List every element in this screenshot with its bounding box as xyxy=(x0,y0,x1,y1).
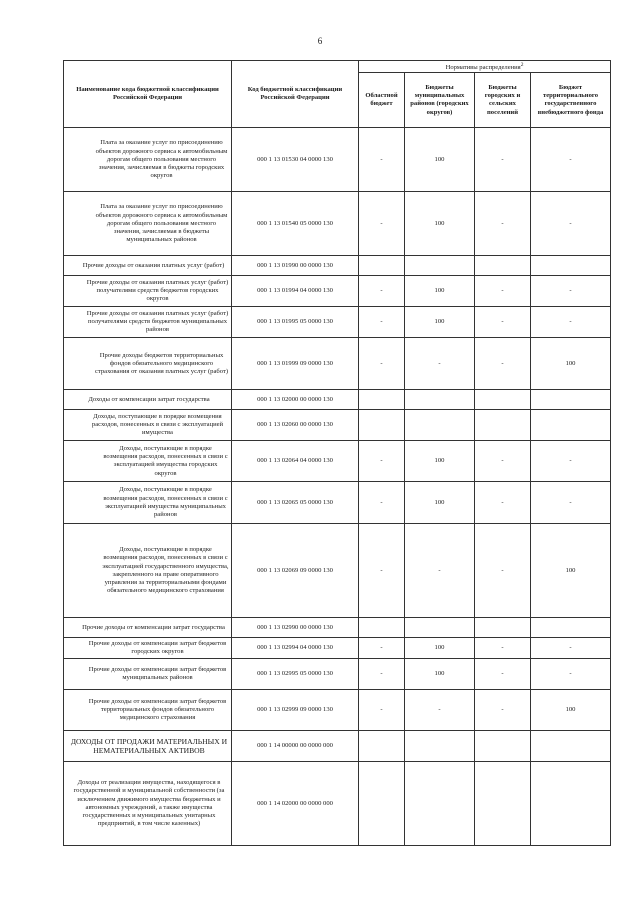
cell-fund: 100 xyxy=(531,338,611,390)
row-code: 000 1 13 01990 00 0000 130 xyxy=(232,256,359,276)
row-name: Доходы от компенсации затрат государства xyxy=(64,390,232,410)
cell-regional: - xyxy=(359,441,405,482)
cell-regional xyxy=(359,618,405,638)
table-row xyxy=(64,390,611,410)
row-code: 000 1 13 02060 00 0000 130 xyxy=(232,410,359,441)
cell-regional xyxy=(359,410,405,441)
cell-fund xyxy=(531,256,611,276)
header-regional: Областной бюджет xyxy=(359,73,405,128)
cell-fund: - xyxy=(531,441,611,482)
cell-fund: - xyxy=(531,192,611,256)
cell-municipal: 100 xyxy=(405,482,475,524)
cell-municipal: - xyxy=(405,338,475,390)
cell-municipal: 100 xyxy=(405,276,475,307)
table-row xyxy=(64,659,611,690)
cell-settlements: - xyxy=(475,482,531,524)
cell-regional: - xyxy=(359,690,405,731)
cell-fund: - xyxy=(531,482,611,524)
cell-regional xyxy=(359,390,405,410)
table-row xyxy=(64,276,611,307)
row-name: Прочие доходы от компенсации затрат государства xyxy=(64,618,232,638)
table-row xyxy=(64,256,611,276)
table-row xyxy=(64,192,611,256)
cell-municipal: 100 xyxy=(405,307,475,338)
table-row xyxy=(64,441,611,482)
cell-fund xyxy=(531,410,611,441)
cell-regional: - xyxy=(359,482,405,524)
row-name: Прочие доходы от оказания платных услуг (работ) xyxy=(64,256,232,276)
cell-fund: - xyxy=(531,659,611,690)
row-code: 000 1 13 02995 05 0000 130 xyxy=(232,659,359,690)
cell-fund: 100 xyxy=(531,690,611,731)
row-code: 000 1 13 01994 04 0000 130 xyxy=(232,276,359,307)
table-row xyxy=(64,762,611,846)
cell-settlements: - xyxy=(475,690,531,731)
cell-settlements xyxy=(475,731,531,762)
row-name: Прочие доходы от оказания платных услуг (работ) получателями средств бюджетов городских округов xyxy=(64,276,232,307)
cell-settlements xyxy=(475,390,531,410)
row-name: Плата за оказание услуг по присоединению объектов дорожного сервиса к автомобильным дорогам общего пользования местного значения, зачисляемая в бюджеты муниципальных районов xyxy=(64,192,232,256)
cell-fund: - xyxy=(531,638,611,659)
cell-municipal: 100 xyxy=(405,659,475,690)
row-code: 000 1 13 02999 09 0000 130 xyxy=(232,690,359,731)
cell-regional: - xyxy=(359,128,405,192)
header-municipal: Бюджеты муниципальных районов (городских округов) xyxy=(405,73,475,128)
cell-settlements xyxy=(475,618,531,638)
row-name: ДОХОДЫ ОТ ПРОДАЖИ МАТЕРИАЛЬНЫХ И НЕМАТЕРИАЛЬНЫХ АКТИВОВ xyxy=(64,731,232,762)
cell-municipal xyxy=(405,731,475,762)
cell-settlements xyxy=(475,762,531,846)
row-name: Доходы, поступающие в порядке возмещения расходов, понесенных в связи с эксплуатацией имущества городских округов xyxy=(64,441,232,482)
cell-fund: 100 xyxy=(531,524,611,618)
cell-settlements: - xyxy=(475,338,531,390)
row-name: Доходы, поступающие в порядке возмещения расходов, понесенных в связи с эксплуатацией имущества xyxy=(64,410,232,441)
row-code: 000 1 14 00000 00 0000 000 xyxy=(232,731,359,762)
row-name: Прочие доходы от компенсации затрат бюджетов территориальных фондов обязательного медицинского страхования xyxy=(64,690,232,731)
row-code: 000 1 13 01999 09 0000 130 xyxy=(232,338,359,390)
row-name: Доходы, поступающие в порядке возмещения расходов, понесенных в связи с эксплуатацией государственного имущества, закрепленного на праве оперативного управления за территориальными фондами обязательного медицинского страхования xyxy=(64,524,232,618)
row-code: 000 1 13 02065 05 0000 130 xyxy=(232,482,359,524)
cell-settlements: - xyxy=(475,659,531,690)
row-name: Прочие доходы от компенсации затрат бюджетов городских округов xyxy=(64,638,232,659)
row-code: 000 1 14 02000 00 0000 000 xyxy=(232,762,359,846)
cell-municipal xyxy=(405,762,475,846)
row-code: 000 1 13 01530 04 0000 130 xyxy=(232,128,359,192)
cell-regional: - xyxy=(359,338,405,390)
table-row xyxy=(64,524,611,618)
row-code: 000 1 13 02069 09 0000 130 xyxy=(232,524,359,618)
table-row xyxy=(64,338,611,390)
cell-settlements xyxy=(475,256,531,276)
cell-settlements: - xyxy=(475,441,531,482)
row-name: Доходы, поступающие в порядке возмещения расходов, понесенных в связи с эксплуатацией имущества муниципальных районов xyxy=(64,482,232,524)
cell-municipal xyxy=(405,618,475,638)
row-name: Прочие доходы от компенсации затрат бюджетов муниципальных районов xyxy=(64,659,232,690)
cell-regional: - xyxy=(359,192,405,256)
cell-fund: - xyxy=(531,307,611,338)
row-code: 000 1 13 02990 00 0000 130 xyxy=(232,618,359,638)
row-code: 000 1 13 02994 04 0000 130 xyxy=(232,638,359,659)
page-number: 6 xyxy=(317,36,323,46)
cell-municipal: 100 xyxy=(405,638,475,659)
cell-fund xyxy=(531,618,611,638)
cell-municipal xyxy=(405,390,475,410)
cell-regional: - xyxy=(359,524,405,618)
table-row xyxy=(64,128,611,192)
row-name: Доходы от реализации имущества, находящегося в государственной и муниципальной собственности (за исключением движимого имущества бюджетных и автономных учреждений, а также имущества государственных и муниципальных унитарных предприятий, в том числе казенных) xyxy=(64,762,232,846)
cell-settlements: - xyxy=(475,307,531,338)
budget-classification-table xyxy=(63,60,611,846)
cell-fund xyxy=(531,390,611,410)
cell-regional: - xyxy=(359,659,405,690)
cell-regional: - xyxy=(359,276,405,307)
row-name: Прочие доходы от оказания платных услуг (работ) получателями средств бюджетов муниципальных районов xyxy=(64,307,232,338)
cell-settlements: - xyxy=(475,276,531,307)
cell-settlements xyxy=(475,410,531,441)
header-fund: Бюджет территориального государственного внебюджетного фонда xyxy=(531,73,611,128)
cell-municipal: 100 xyxy=(405,128,475,192)
cell-regional xyxy=(359,731,405,762)
header-norms-footnote: 2 xyxy=(520,62,524,68)
row-code: 000 1 13 02000 00 0000 130 xyxy=(232,390,359,410)
cell-fund xyxy=(531,762,611,846)
table-row xyxy=(64,482,611,524)
cell-settlements: - xyxy=(475,192,531,256)
table-row xyxy=(64,690,611,731)
table-row xyxy=(64,731,611,762)
cell-fund: - xyxy=(531,128,611,192)
cell-municipal: 100 xyxy=(405,192,475,256)
header-norms-group xyxy=(359,61,611,73)
cell-settlements: - xyxy=(475,638,531,659)
row-code: 000 1 13 01995 05 0000 130 xyxy=(232,307,359,338)
cell-municipal xyxy=(405,256,475,276)
cell-settlements: - xyxy=(475,524,531,618)
table-row xyxy=(64,307,611,338)
cell-municipal: - xyxy=(405,690,475,731)
table-row xyxy=(64,410,611,441)
cell-municipal xyxy=(405,410,475,441)
header-settlements: Бюджеты городских и сельских поселений xyxy=(475,73,531,128)
row-code: 000 1 13 02064 04 0000 130 xyxy=(232,441,359,482)
table-row xyxy=(64,638,611,659)
cell-regional xyxy=(359,762,405,846)
header-norms-label: Нормативы распределения xyxy=(445,64,521,72)
row-name: Прочие доходы бюджетов территориальных фондов обязательного медицинского страхования от оказания платных услуг (работ) xyxy=(64,338,232,390)
cell-fund: - xyxy=(531,276,611,307)
cell-municipal: 100 xyxy=(405,441,475,482)
cell-regional: - xyxy=(359,638,405,659)
header-name: Наименование кода бюджетной классификации Российской Федерации xyxy=(64,61,232,128)
cell-regional: - xyxy=(359,307,405,338)
cell-settlements: - xyxy=(475,128,531,192)
cell-regional xyxy=(359,256,405,276)
cell-municipal: - xyxy=(405,524,475,618)
cell-fund xyxy=(531,731,611,762)
table-row xyxy=(64,618,611,638)
row-code: 000 1 13 01540 05 0000 130 xyxy=(232,192,359,256)
header-code: Код бюджетной классификации Российской Федерации xyxy=(232,61,359,128)
row-name: Плата за оказание услуг по присоединению объектов дорожного сервиса к автомобильным дорогам общего пользования местного значения, зачисляемая в бюджеты городских округов xyxy=(64,128,232,192)
